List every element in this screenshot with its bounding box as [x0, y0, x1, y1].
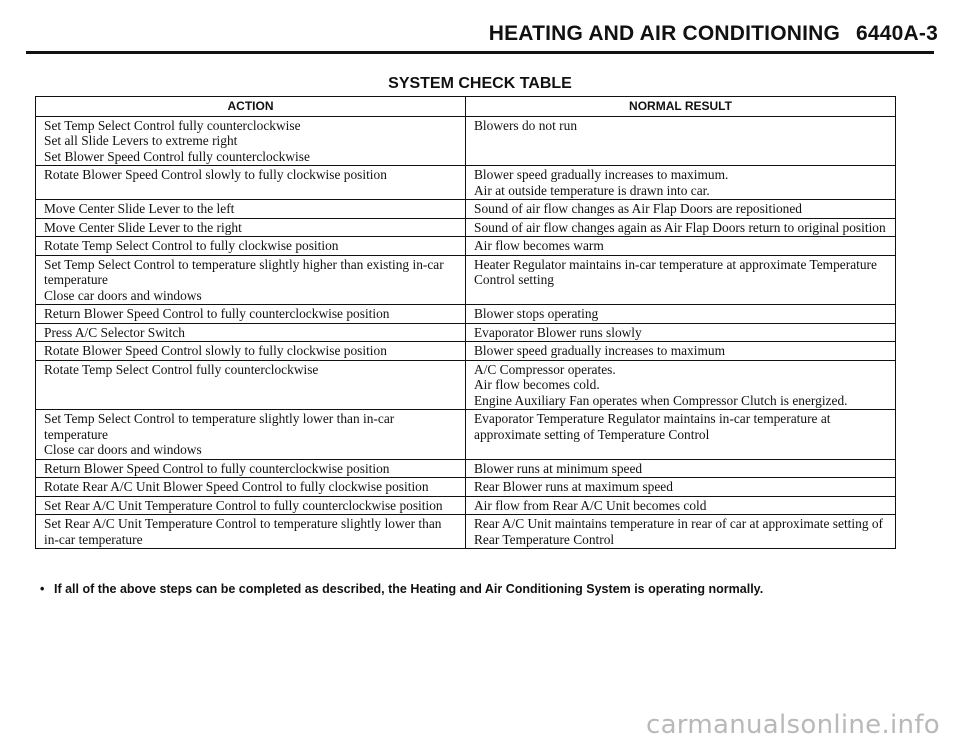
result-text: Heater Regulator maintains in-car temperature at approximate Temperature Control setting	[474, 256, 877, 287]
action-text: Return Blower Speed Control to fully counterclockwise position	[44, 460, 390, 476]
result-text: A/C Compressor operates.	[474, 361, 616, 377]
action-cell	[36, 237, 466, 256]
footnote	[40, 582, 763, 596]
result-text: Air flow becomes cold.	[474, 377, 600, 392]
table-row	[36, 237, 896, 256]
action-text: Set Rear A/C Unit Temperature Control to fully counterclockwise position	[44, 497, 443, 513]
page-code: 6440A-3	[856, 22, 938, 45]
table-header-row	[36, 97, 896, 117]
action-cell	[36, 515, 466, 549]
result-cell	[466, 218, 896, 237]
result-cell	[466, 323, 896, 342]
action-cell	[36, 255, 466, 305]
bullet-icon: •	[40, 582, 45, 596]
footnote-text: If all of the above steps can be completed as described, the Heating and Air Conditioning System is operating normally.	[54, 582, 764, 596]
result-cell	[466, 478, 896, 497]
result-text: Rear Blower runs at maximum speed	[474, 479, 673, 494]
action-text: Rotate Temp Select Control fully counterclockwise	[44, 361, 319, 377]
action-text: Rotate Rear A/C Unit Blower Speed Control to fully clockwise position	[44, 479, 429, 494]
result-text: Blower speed gradually increases to maximum.	[474, 167, 729, 182]
action-text: Move Center Slide Lever to the right	[44, 219, 242, 235]
result-text: Blower stops operating	[474, 306, 599, 321]
table-row	[36, 478, 896, 497]
result-cell	[466, 166, 896, 200]
table-row	[36, 255, 896, 305]
action-cell	[36, 496, 466, 515]
action-cell	[36, 200, 466, 219]
table-row	[36, 342, 896, 361]
column-header-action: ACTION	[36, 97, 466, 117]
table-row	[36, 410, 896, 460]
table-row	[36, 166, 896, 200]
action-text: Set Temp Select Control to temperature slightly lower than in-car temperature	[44, 411, 395, 442]
table-body	[36, 116, 896, 549]
result-text: Sound of air flow changes again as Air Flap Doors return to original position	[474, 219, 886, 235]
table-row	[36, 200, 896, 219]
result-text: Air at outside temperature is drawn into car.	[474, 182, 710, 198]
action-cell	[36, 459, 466, 478]
action-text: Press A/C Selector Switch	[44, 324, 185, 340]
result-cell	[466, 200, 896, 219]
action-cell	[36, 410, 466, 460]
action-text: Move Center Slide Lever to the left	[44, 201, 235, 216]
watermark: carmanualsonline.info	[645, 710, 940, 740]
result-cell	[466, 305, 896, 324]
action-cell	[36, 478, 466, 497]
result-cell	[466, 459, 896, 478]
result-cell	[466, 496, 896, 515]
result-cell	[466, 360, 896, 410]
action-cell	[36, 360, 466, 410]
result-cell	[466, 515, 896, 549]
result-text: Blower runs at minimum speed	[474, 460, 643, 476]
result-cell	[466, 116, 896, 166]
table-title: SYSTEM CHECK TABLE	[388, 75, 572, 92]
action-cell	[36, 166, 466, 200]
action-text: Set Blower Speed Control fully counterclockwise	[44, 148, 310, 164]
action-text: Set all Slide Levers to extreme right	[44, 133, 238, 148]
table-row	[36, 323, 896, 342]
table-row	[36, 496, 896, 515]
result-text: Rear A/C Unit maintains temperature in rear of car at approximate setting of Rear Temperature Control	[474, 516, 884, 547]
header-rule	[26, 51, 934, 54]
table-row	[36, 459, 896, 478]
action-cell	[36, 218, 466, 237]
result-cell	[466, 237, 896, 256]
table-row	[36, 218, 896, 237]
action-text: Rotate Blower Speed Control slowly to fully clockwise position	[44, 343, 387, 358]
result-text: Engine Auxiliary Fan operates when Compressor Clutch is energized.	[474, 392, 848, 408]
page-header	[489, 22, 938, 46]
table-row	[36, 360, 896, 410]
table-row	[36, 305, 896, 324]
result-text: Air flow from Rear A/C Unit becomes cold	[474, 497, 707, 513]
action-text: Set Temp Select Control to temperature slightly higher than existing in-car temperature	[44, 256, 444, 287]
result-cell	[466, 255, 896, 305]
section-title: HEATING AND AIR CONDITIONING	[488, 22, 841, 45]
result-text: Blower speed gradually increases to maximum	[474, 343, 726, 358]
result-text: Evaporator Temperature Regulator maintains in-car temperature at approximate setting of Temperature Control	[474, 411, 831, 442]
result-text: Air flow becomes warm	[474, 238, 604, 253]
action-cell	[36, 305, 466, 324]
result-cell	[466, 342, 896, 361]
table-row	[36, 515, 896, 549]
action-text: Rotate Blower Speed Control slowly to fully clockwise position	[44, 167, 387, 182]
table-row	[36, 116, 896, 166]
action-text: Rotate Temp Select Control to fully clockwise position	[44, 238, 339, 253]
action-text: Return Blower Speed Control to fully counterclockwise position	[44, 306, 390, 321]
result-text: Evaporator Blower runs slowly	[474, 324, 642, 340]
result-text: Sound of air flow changes as Air Flap Doors are repositioned	[474, 201, 802, 216]
result-cell	[466, 410, 896, 460]
action-text: Set Rear A/C Unit Temperature Control to temperature slightly lower than in-car temperature	[44, 516, 442, 547]
result-text: Blowers do not run	[474, 117, 578, 133]
action-cell	[36, 116, 466, 166]
action-cell	[36, 342, 466, 361]
action-cell	[36, 323, 466, 342]
action-text: Close car doors and windows	[44, 442, 202, 457]
column-header-normal-result: NORMAL RESULT	[466, 97, 896, 117]
action-text: Close car doors and windows	[44, 287, 202, 303]
system-check-table	[35, 96, 896, 549]
action-text: Set Temp Select Control fully counterclockwise	[44, 117, 301, 133]
